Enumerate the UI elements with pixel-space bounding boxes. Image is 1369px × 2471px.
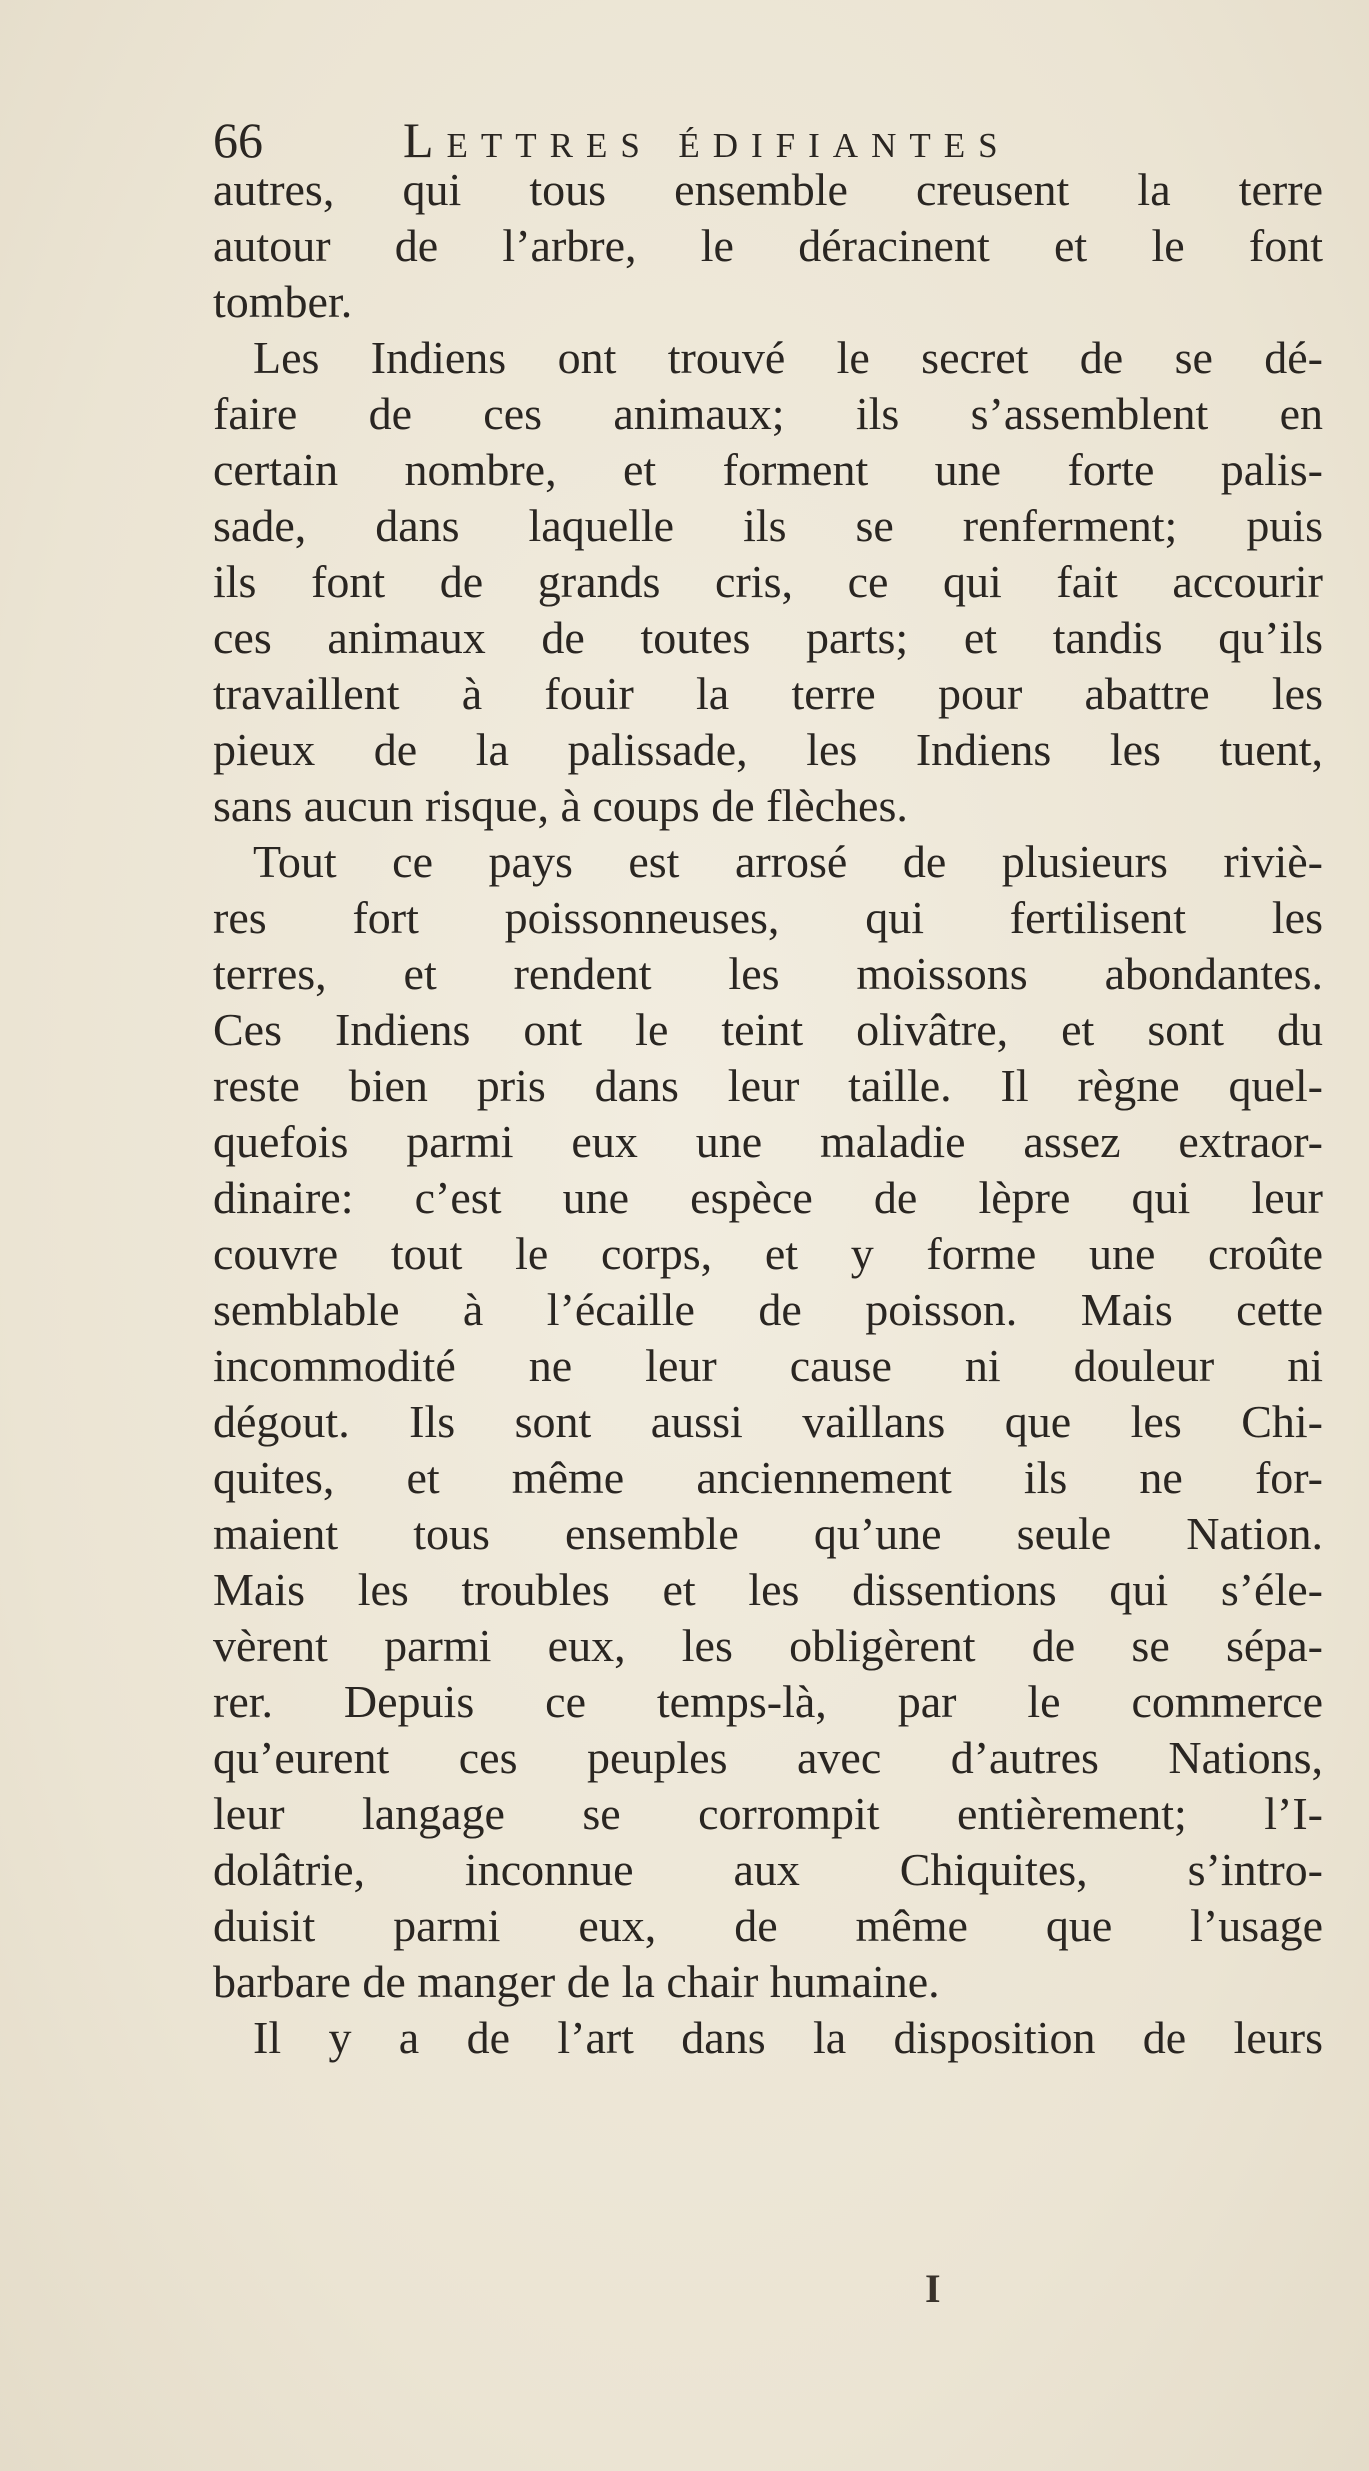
text-line: travaillent à fouir la terre pour abattre les	[213, 668, 1323, 719]
text-line: duisit parmi eux, de même que l’usage	[213, 1900, 1323, 1951]
text-line: autour de l’arbre, le déracinent et le font	[213, 220, 1323, 271]
text-line: terres, et rendent les moissons abondantes.	[213, 948, 1323, 999]
text-line: barbare de manger de la chair humaine.	[213, 1956, 940, 2007]
text-line: pieux de la palissade, les Indiens les tuent,	[213, 724, 1323, 775]
text-line: certain nombre, et forment une forte palis-	[213, 444, 1323, 495]
text-line: semblable à l’écaille de poisson. Mais cette	[213, 1284, 1323, 1335]
text-line: Ces Indiens ont le teint olivâtre, et sont du	[213, 1004, 1323, 1055]
page-header	[213, 110, 1113, 170]
text-line: tomber.	[213, 276, 353, 327]
text-line: couvre tout le corps, et y forme une croûte	[213, 1228, 1323, 1279]
body-text	[213, 162, 1323, 2066]
text-line: ces animaux de toutes parts; et tandis qu’ils	[213, 612, 1323, 663]
text-line: incommodité ne leur cause ni douleur ni	[213, 1340, 1323, 1391]
text-line: Mais les troubles et les dissentions qui s’éle-	[213, 1564, 1323, 1615]
page-number: 66	[213, 112, 263, 168]
text-line: Les Indiens ont trouvé le secret de se dé-	[253, 332, 1323, 383]
text-line: Il y a de l’art dans la disposition de leurs	[253, 2012, 1323, 2063]
text-line: leur langage se corrompit entièrement; l’I-	[213, 1788, 1323, 1839]
text-line: maient tous ensemble qu’une seule Nation.	[213, 1508, 1323, 1559]
text-line: dinaire: c’est une espèce de lèpre qui leur	[213, 1172, 1323, 1223]
text-line: reste bien pris dans leur taille. Il règne quel-	[213, 1060, 1323, 1111]
text-line: faire de ces animaux; ils s’assemblent en	[213, 388, 1323, 439]
text-line: res fort poissonneuses, qui fertilisent les	[213, 892, 1323, 943]
running-title: Lettres édifiantes	[403, 112, 1011, 168]
text-line: quites, et même anciennement ils ne for-	[213, 1452, 1323, 1503]
text-line: quefois parmi eux une maladie assez extraor-	[213, 1116, 1323, 1167]
text-line: dolâtrie, inconnue aux Chiquites, s’intro-	[213, 1844, 1323, 1895]
text-line: Tout ce pays est arrosé de plusieurs riviè-	[253, 836, 1323, 887]
text-line: rer. Depuis ce temps-là, par le commerce	[213, 1676, 1323, 1727]
signature-mark: I	[925, 2266, 941, 2311]
text-line: autres, qui tous ensemble creusent la terre	[213, 164, 1323, 215]
text-line: qu’eurent ces peuples avec d’autres Nations,	[213, 1732, 1323, 1783]
text-line: ils font de grands cris, ce qui fait accourir	[213, 556, 1323, 607]
text-line: sade, dans laquelle ils se renferment; puis	[213, 500, 1323, 551]
text-line: vèrent parmi eux, les obligèrent de se sépa-	[213, 1620, 1323, 1671]
text-line: dégout. Ils sont aussi vaillans que les Chi-	[213, 1396, 1323, 1447]
text-line: sans aucun risque, à coups de flèches.	[213, 780, 908, 831]
